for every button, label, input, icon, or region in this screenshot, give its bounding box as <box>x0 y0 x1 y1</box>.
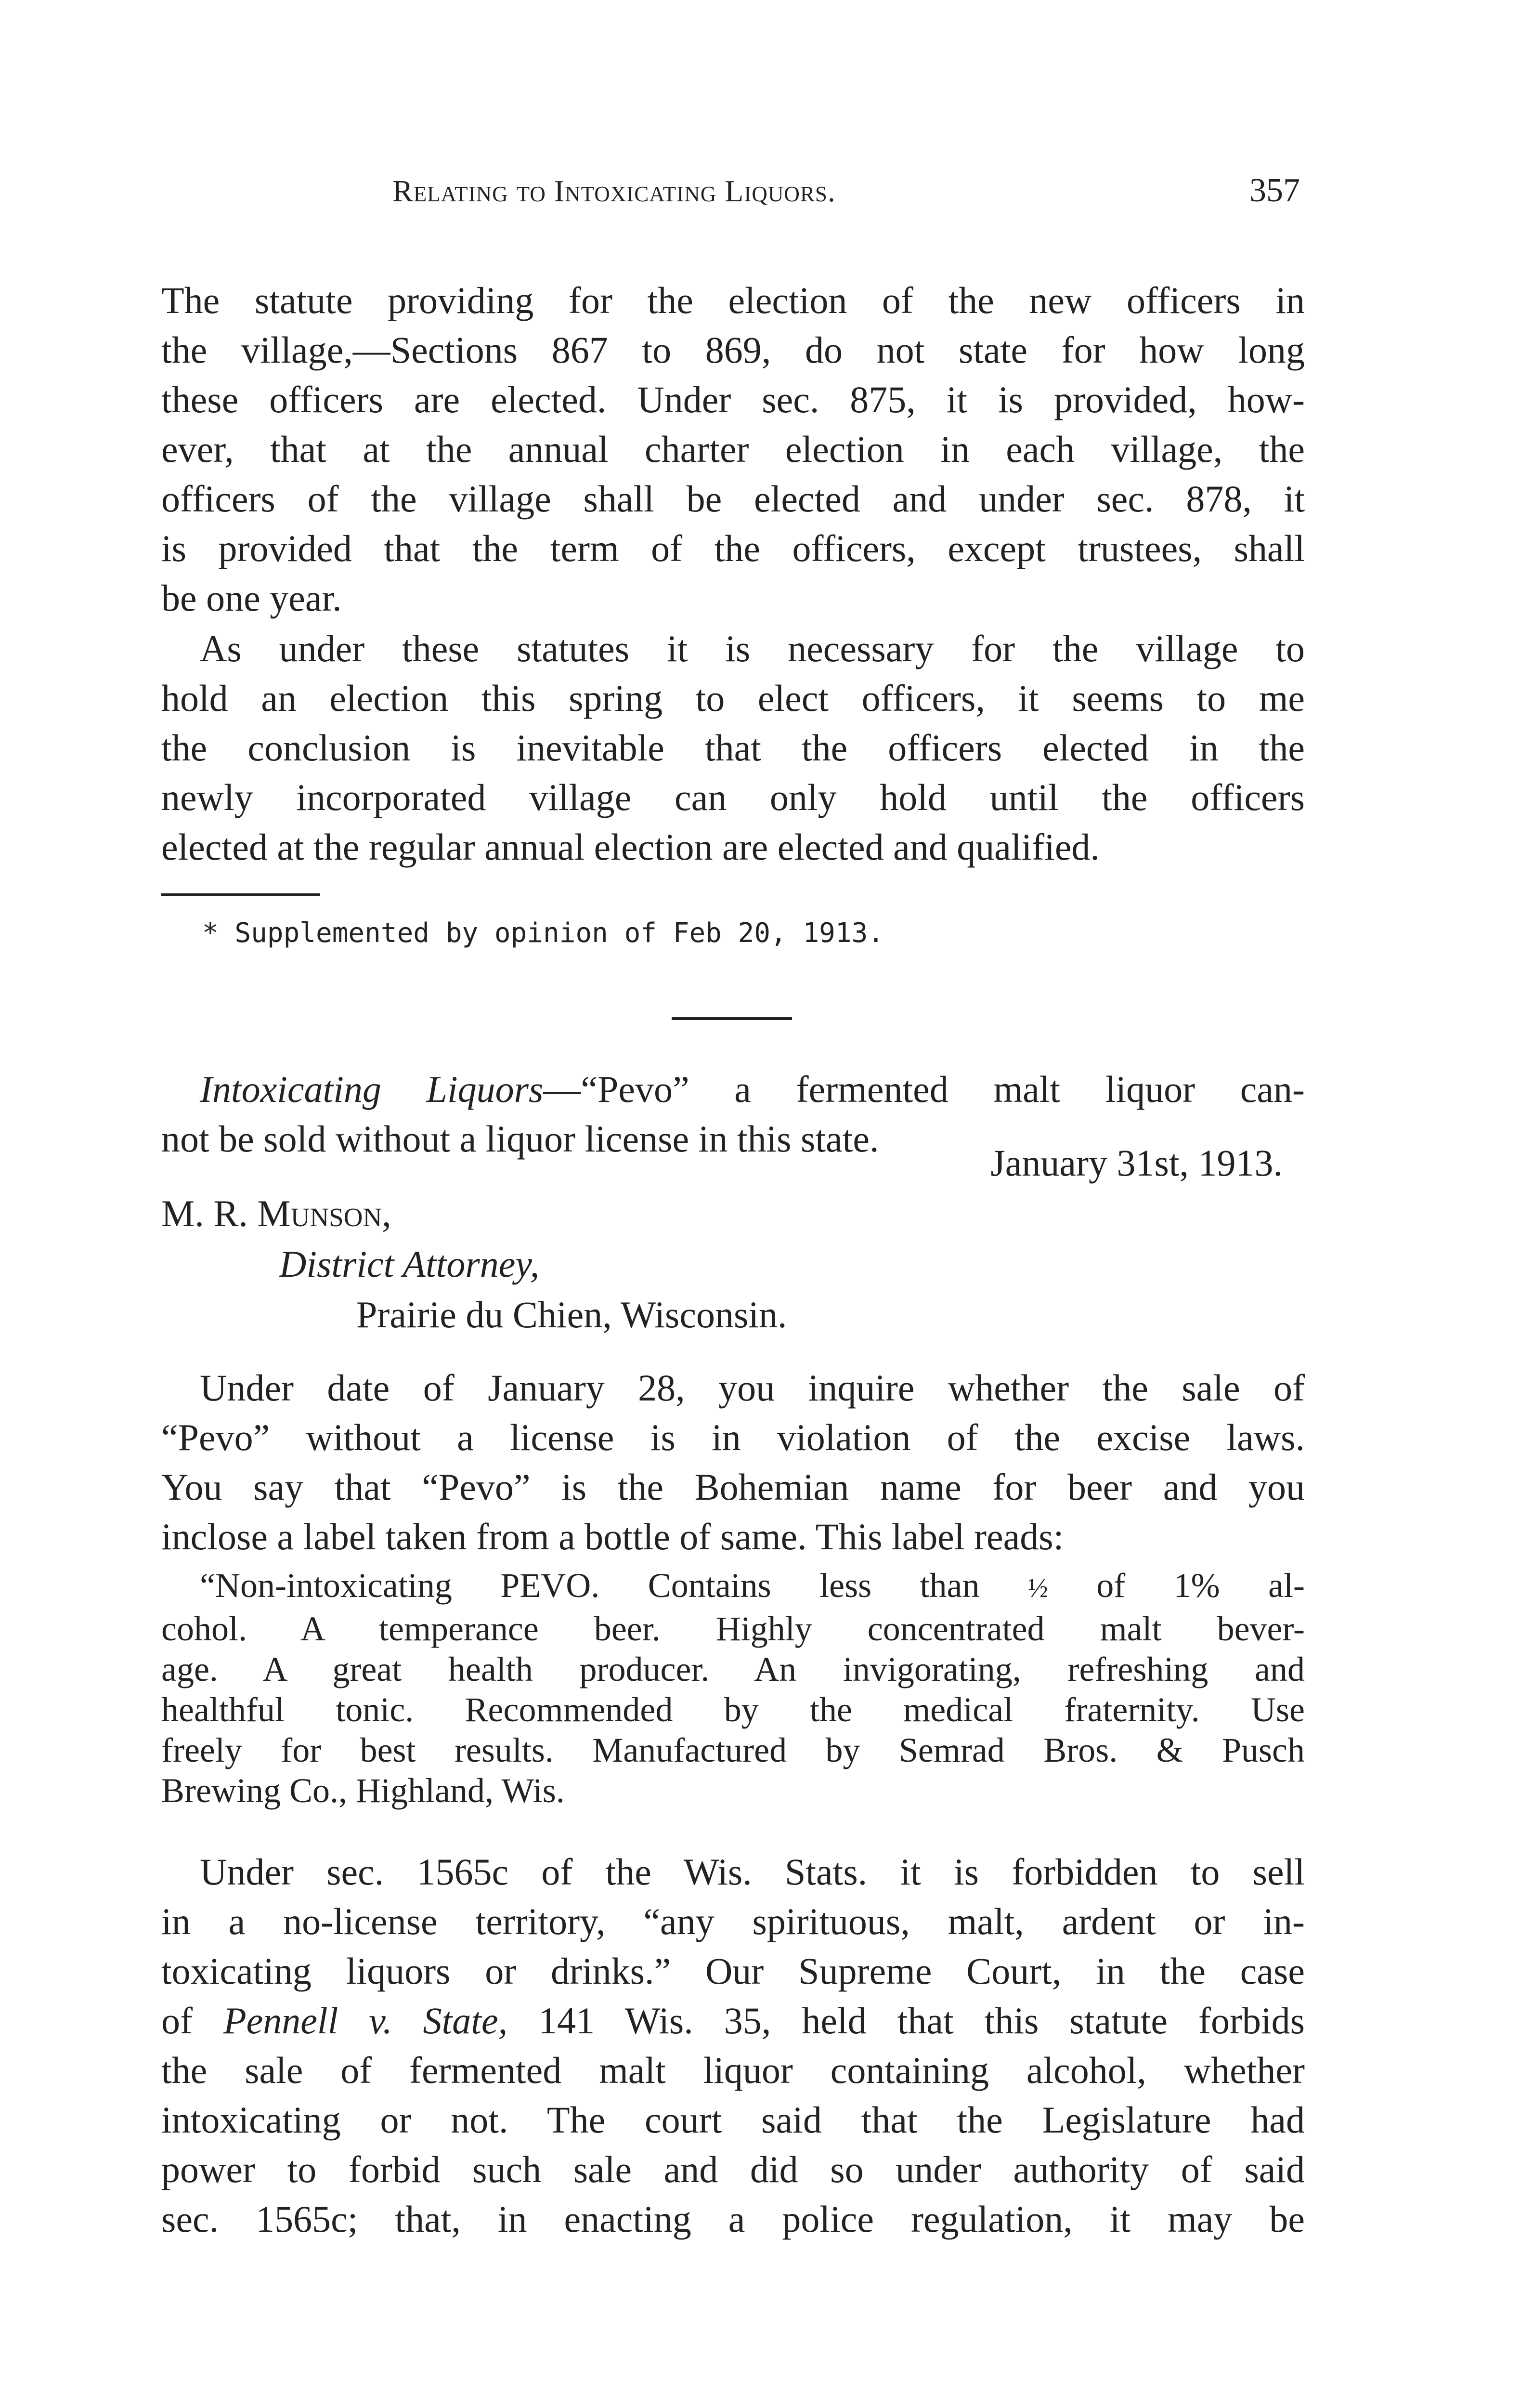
footnote-rule <box>161 893 320 896</box>
running-header <box>164 173 1300 217</box>
quote-line: freely for best results. Manufactured by Semrad Bros. & Pusch <box>161 1731 1305 1769</box>
running-title: Relating to Intoxicating Liquors. <box>392 174 836 208</box>
page-number: 357 <box>1249 172 1300 209</box>
text-line: elected at the regular annual election are elected and qualified. <box>161 826 1100 868</box>
case-citation: Pennell v. State, <box>223 2000 508 2042</box>
paragraph-conclusion <box>161 624 1305 872</box>
text-line: Under date of January 28, you inquire whether the sale of <box>200 1367 1305 1409</box>
addressee-name: M. R. Munson, <box>161 1192 391 1234</box>
text-line: ever, that at the annual charter election in each village, the <box>161 428 1305 470</box>
paragraph-statute-1565c <box>161 1847 1305 2244</box>
text-line: toxicating liquors or drinks.” Our Supreme Court, in the case <box>161 1950 1305 1992</box>
text-line: the conclusion is inevitable that the officers elected in the <box>161 727 1305 769</box>
text-line: be one year. <box>161 577 342 619</box>
quote-line: cohol. A temperance beer. Highly concentrated malt bever- <box>161 1610 1305 1648</box>
text-line: in a no-license territory, “any spirituous, malt, ardent or in- <box>161 1900 1305 1942</box>
addressee-title: District Attorney, <box>279 1243 540 1285</box>
text-line: inclose a label taken from a bottle of same. This label reads: <box>161 1516 1064 1557</box>
text-line: not be sold without a liquor license in this state. <box>161 1118 879 1160</box>
text-line: You say that “Pevo” is the Bohemian name for beer and you <box>161 1466 1305 1508</box>
text-line: As under these statutes it is necessary for the village to <box>200 628 1305 669</box>
label-quotation <box>161 1565 1305 1811</box>
footnote: * Supplemented by opinion of Feb 20, 1913. <box>202 917 884 949</box>
text-line: The statute providing for the election of the new officers in <box>161 279 1305 321</box>
text-line: sec. 1565c; that, in enacting a police regulation, it may be <box>161 2198 1305 2240</box>
quote-line: healthful tonic. Recommended by the medical fraternity. Use <box>161 1690 1305 1729</box>
text-line: is provided that the term of the officers, except trustees, shall <box>161 527 1305 569</box>
text-line: newly incorporated village can only hold until the officers <box>161 776 1305 818</box>
quote-line: age. A great health producer. An invigorating, refreshing and <box>161 1650 1305 1688</box>
syllabus-line <box>161 1064 1305 1114</box>
text-line: officers of the village shall be elected and under sec. 878, it <box>161 478 1305 520</box>
syllabus-text: —“Pevo” a fermented malt liquor can- <box>543 1068 1305 1110</box>
quote-line: “Non-intoxicating PEVO. Contains less than ½ of 1% al- <box>200 1566 1305 1605</box>
section-separator <box>672 1017 792 1020</box>
text-line: the sale of fermented malt liquor containing alcohol, whether <box>161 2049 1305 2091</box>
text-line: the village,—Sections 867 to 869, do not state for how long <box>161 329 1305 371</box>
text-line: Under sec. 1565c of the Wis. Stats. it is forbidden to sell <box>200 1851 1305 1893</box>
addressee-place: Prairie du Chien, Wisconsin. <box>356 1294 787 1335</box>
quote-line: Brewing Co., Highland, Wis. <box>161 1771 565 1810</box>
text-line: “Pevo” without a license is in violation of the excise laws. <box>161 1416 1305 1458</box>
text-line: power to forbid such sale and did so under authority of said <box>161 2148 1305 2190</box>
text-line: of Pennell v. State, 141 Wis. 35, held that this statute forbids <box>161 2000 1305 2042</box>
paragraph-inquiry <box>161 1363 1305 1561</box>
fraction-half: ½ <box>1027 1573 1048 1603</box>
opinion-date: January 31st, 1913. <box>990 1142 1283 1184</box>
addressee-surname: Munson, <box>257 1192 391 1234</box>
paragraph-statute-election <box>161 275 1305 623</box>
text-line: these officers are elected. Under sec. 875, it is provided, how- <box>161 379 1305 420</box>
text-line: intoxicating or not. The court said that the Legislature had <box>161 2099 1305 2141</box>
syllabus-topic: Intoxicating Liquors <box>200 1068 544 1110</box>
text-line: hold an election this spring to elect officers, it seems to me <box>161 677 1305 719</box>
